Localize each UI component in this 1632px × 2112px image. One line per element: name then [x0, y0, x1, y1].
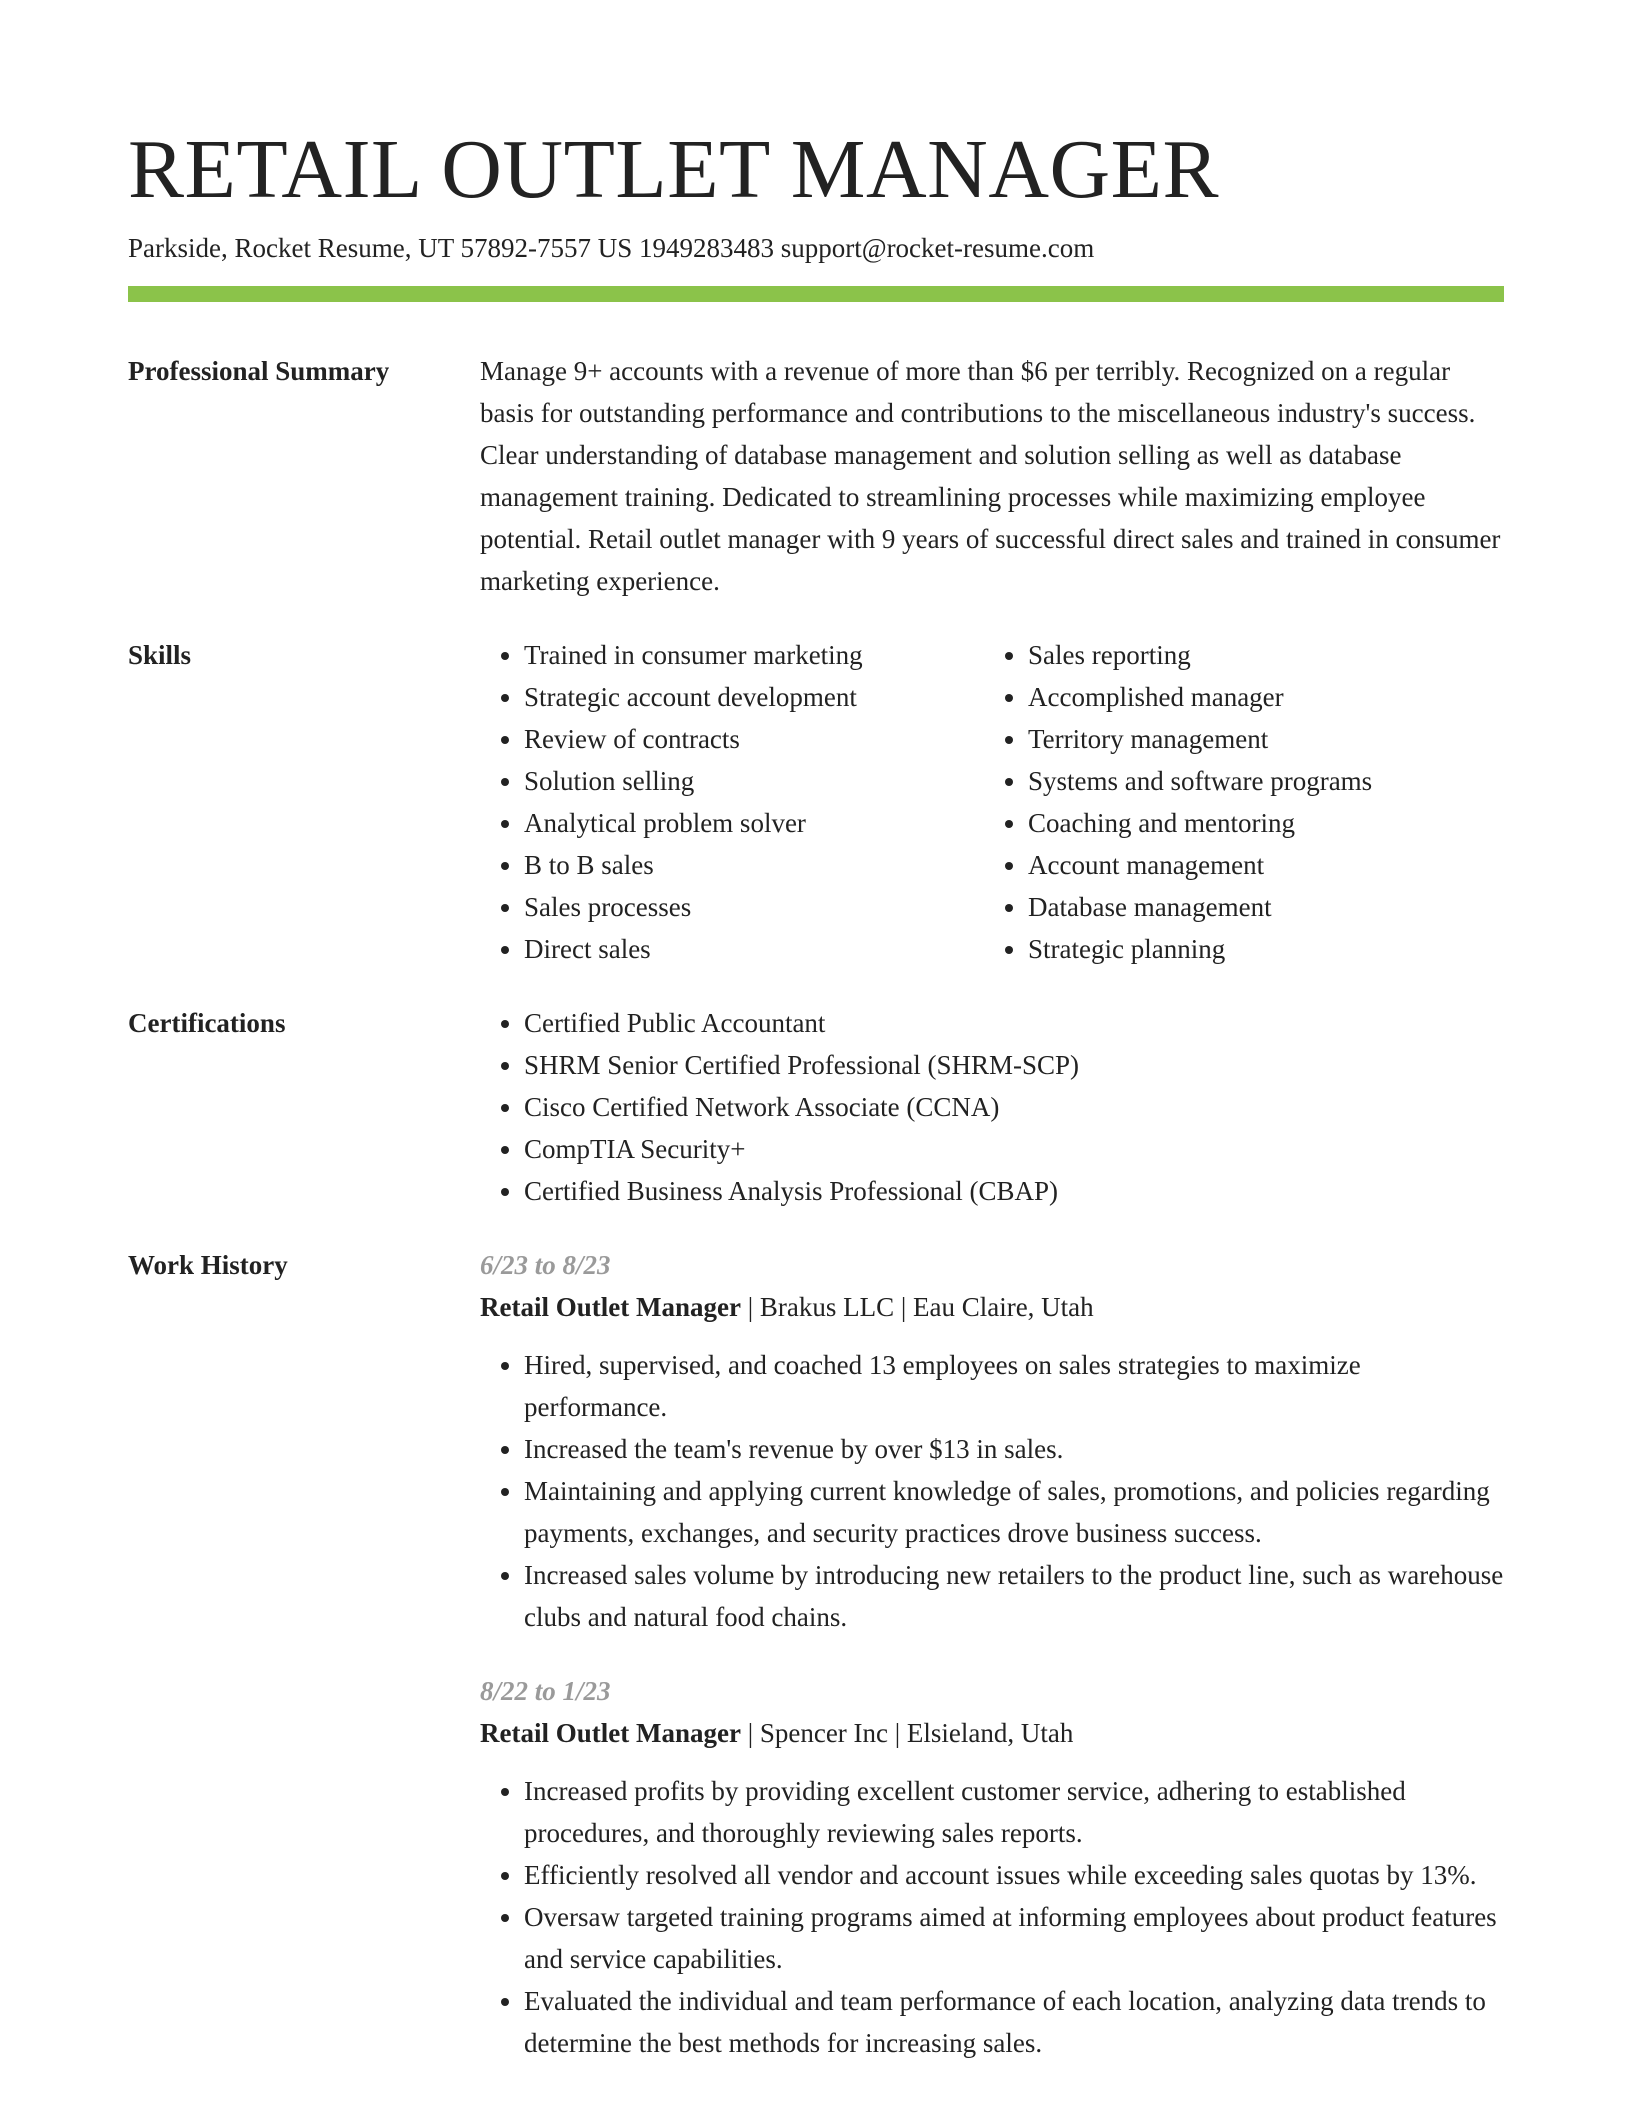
job-bullet: • Increased profits by providing excellent customer service, adhering to established procedures, and thoroughly reviewing sales reports.	[524, 1770, 1504, 1854]
section-label-certifications: Certifications	[128, 1008, 286, 1038]
skill-item: • Coaching and mentoring	[1028, 802, 1484, 844]
resume-page	[128, 118, 1504, 2064]
section-label-skills: Skills	[128, 640, 192, 670]
skills-list-left	[480, 634, 984, 970]
job-heading	[480, 1286, 1504, 1328]
certification-item: • Cisco Certified Network Associate (CCNA)	[524, 1086, 1504, 1128]
job-bullet: • Efficiently resolved all vendor and account issues while exceeding sales quotas by 13%.	[524, 1854, 1504, 1896]
skill-item: • Territory management	[1028, 718, 1484, 760]
skills-section	[128, 634, 1504, 970]
skill-item: • Direct sales	[524, 928, 984, 970]
skill-item: • Database management	[1028, 886, 1484, 928]
job-bullets	[480, 1344, 1504, 1638]
certification-item: • Certified Business Analysis Professional (CBAP)	[524, 1170, 1504, 1212]
accent-divider	[128, 286, 1504, 302]
job-entry	[480, 1670, 1504, 2064]
job-employer-location: | Spencer Inc | Elsieland, Utah	[740, 1718, 1074, 1748]
job-bullet: • Oversaw targeted training programs aimed at informing employees about product features and service capabilities.	[524, 1896, 1504, 1980]
skill-item: • B to B sales	[524, 844, 984, 886]
job-bullet: • Hired, supervised, and coached 13 employees on sales strategies to maximize performance.	[524, 1344, 1504, 1428]
certification-item: • Certified Public Accountant	[524, 1002, 1504, 1044]
skill-item: • Trained in consumer marketing	[524, 634, 984, 676]
work-history-section	[128, 1244, 1504, 2064]
skill-item: • Sales processes	[524, 886, 984, 928]
skill-item: • Strategic account development	[524, 676, 984, 718]
job-entry	[480, 1244, 1504, 1638]
skills-grid	[480, 634, 1504, 970]
certifications-section	[128, 1002, 1504, 1212]
certification-item: • CompTIA Security+	[524, 1128, 1504, 1170]
job-bullets	[480, 1770, 1504, 2064]
certifications-body	[480, 1002, 1504, 1212]
job-bullet: • Increased sales volume by introducing new retailers to the product line, such as warehouse clubs and natural food chains.	[524, 1554, 1504, 1638]
skill-item: • Systems and software programs	[1028, 760, 1484, 802]
certification-item: • SHRM Senior Certified Professional (SHRM-SCP)	[524, 1044, 1504, 1086]
job-bullet: • Increased the team's revenue by over $13 in sales.	[524, 1428, 1504, 1470]
job-employer-location: | Brakus LLC | Eau Claire, Utah	[740, 1292, 1094, 1322]
skill-item: • Strategic planning	[1028, 928, 1484, 970]
skill-item: • Solution selling	[524, 760, 984, 802]
summary-text: Manage 9+ accounts with a revenue of more than $6 per terribly. Recognized on a regular basis for outstanding performance and contributions to the miscellaneous industry's success. Clear understanding of database management and solution selling as well as database management training. Dedicated to streamlining processes while maximizing employee potential. Retail outlet manager with 9 years of successful direct sales and trained in consumer marketing experience.	[480, 356, 1501, 596]
skill-item: • Review of contracts	[524, 718, 984, 760]
skill-item: • Accomplished manager	[1028, 676, 1484, 718]
job-bullet: • Maintaining and applying current knowledge of sales, promotions, and policies regarding payments, exchanges, and security practices drove business success.	[524, 1470, 1504, 1554]
summary-body	[480, 350, 1504, 602]
job-bullet: • Evaluated the individual and team performance of each location, analyzing data trends to determine the best methods for increasing sales.	[524, 1980, 1504, 2064]
job-title: Retail Outlet Manager	[480, 1292, 741, 1322]
contact-line: Parkside, Rocket Resume, UT 57892-7557 US 1949283483 support@rocket-resume.com	[128, 233, 1095, 263]
certifications-list	[480, 1002, 1504, 1212]
section-label-summary: Professional Summary	[128, 356, 390, 386]
skill-item: • Analytical problem solver	[524, 802, 984, 844]
resume-name: RETAIL OUTLET MANAGER	[128, 123, 1219, 216]
section-label-work-history: Work History	[128, 1250, 288, 1280]
job-dates: 6/23 to 8/23	[480, 1250, 611, 1280]
job-heading	[480, 1712, 1504, 1754]
work-history-body	[480, 1244, 1504, 2064]
skill-item: • Sales reporting	[1028, 634, 1484, 676]
job-title: Retail Outlet Manager	[480, 1718, 741, 1748]
summary-section	[128, 350, 1504, 602]
job-dates: 8/22 to 1/23	[480, 1676, 611, 1706]
skill-item: • Account management	[1028, 844, 1484, 886]
skills-list-right	[984, 634, 1484, 970]
